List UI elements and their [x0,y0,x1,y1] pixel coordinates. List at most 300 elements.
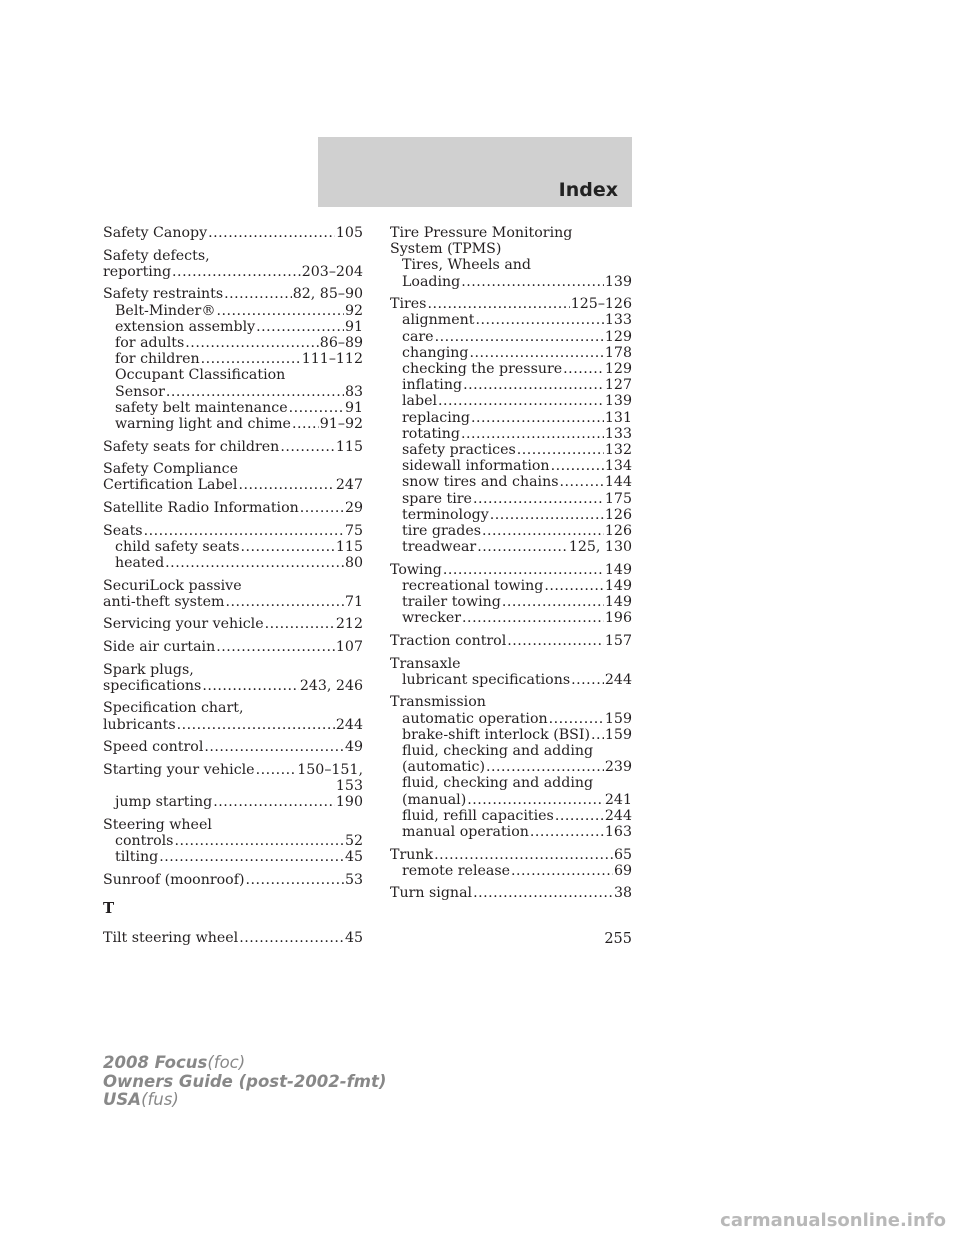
entry-label: Specification chart, [103,700,244,717]
entry-label: Trunk [390,846,434,863]
entry-label: anti-theft system [103,593,225,610]
index-line [103,416,363,432]
leader-dots [165,555,344,571]
entry-label: wrecker [402,610,462,627]
entry-page: 159 [604,710,632,727]
index-line [103,319,363,335]
entry-label: Turn signal [390,885,473,902]
index-entry [103,523,363,572]
index-entry [103,248,363,280]
leader-dots [544,578,604,594]
index-line [390,863,632,879]
entry-label: Safety Compliance [103,461,238,478]
index-line [390,824,632,840]
entry-page: 53 [344,871,363,888]
entry-page: 91 [344,318,363,335]
leader-dots [280,439,335,455]
entry-page: 127 [604,377,632,394]
index-line [103,523,363,539]
entry-label: terminology [402,506,489,523]
index-entry [103,461,363,493]
entry-label: Speed control [103,739,204,756]
entry-page: 144 [604,474,632,491]
entry-page: 115 [335,538,363,555]
entry-page: 203–204 [301,263,363,280]
index-line [390,225,632,241]
index-line [390,523,632,539]
index-line [390,672,632,688]
entry-page: 139 [604,393,632,410]
index-line [390,296,632,312]
entries-group-c [103,930,363,946]
index-entry [390,562,632,627]
entry-page: 91–92 [319,416,363,433]
index-line [390,594,632,610]
entry-page: 133 [604,425,632,442]
index-line [103,739,363,755]
index-line [390,711,632,727]
entry-page: 29 [344,500,363,516]
entry-label: safety practices [402,442,516,459]
entry-label: alignment [402,312,475,329]
entry-label: for adults [115,335,185,351]
index-line [103,400,363,416]
index-entry [390,296,632,555]
entry-page: 163 [604,824,632,841]
entry-page: 45 [344,849,363,866]
leader-dots [551,458,604,474]
index-entry [103,286,363,432]
entry-page: 150–151, [297,761,363,778]
leader-dots [300,500,344,516]
entry-label: Certification Label [103,477,238,494]
entry-label: warning light and chime [115,416,291,433]
leader-dots [470,345,604,361]
index-line [103,384,363,400]
entry-page: 126 [604,523,632,540]
index-entry [103,616,363,632]
entry-label: Belt-Minder® [115,302,216,319]
index-line [103,700,363,716]
index-line [103,351,363,367]
entry-page: 244 [604,807,632,824]
leader-dots [144,523,344,539]
entry-label: child safety seats [115,538,240,555]
leader-dots [477,539,568,555]
index-line [103,639,363,655]
leader-dots [159,849,344,865]
entry-label: spare tire [402,490,472,507]
index-entry-starting [103,762,363,811]
entry-label: Safety restraints [103,286,224,303]
entry-label: label [402,393,438,410]
entry-page: 129 [604,361,632,378]
index-line [390,442,632,458]
entry-label: Safety defects, [103,247,210,264]
entry-label: (automatic) [402,759,486,776]
entry-page: 49 [344,739,363,756]
index-line [390,792,632,808]
footer-market: USA [103,1090,142,1109]
entry-page: 241 [604,791,632,808]
index-line [390,345,632,361]
entry-page: 159 [604,726,632,743]
index-line [103,872,363,888]
leader-dots [238,477,334,493]
index-line [390,377,632,393]
index-entry [103,500,363,516]
index-line [390,329,632,345]
index-line [103,264,363,280]
index-line [103,539,363,555]
entry-page: 105 [335,225,363,241]
index-line [103,477,363,493]
index-entry [103,739,363,755]
leader-dots [482,523,604,539]
leader-dots [166,384,344,400]
index-entry [103,930,363,946]
entry-label: safety belt maintenance [115,399,288,416]
entry-label: System (TPMS) [390,241,502,258]
index-entry [103,439,363,455]
entries-group-right [390,225,632,902]
index-entry [103,578,363,610]
leader-dots [507,633,604,649]
index-line [103,717,363,733]
entry-label: fluid, refill capacities [402,807,554,824]
entry-label: remote release [402,862,511,879]
index-line [390,775,632,791]
index-line [103,762,363,778]
entry-page: 107 [335,638,363,655]
entry-label: treadwear [402,539,477,556]
leader-dots [511,863,613,879]
leader-dots [490,507,604,523]
index-line [390,474,632,490]
entry-label: Sunroof (moonroof) [103,871,245,888]
entry-page: 244 [335,716,363,733]
entry-label: Safety seats for children [103,438,280,455]
section-letter: T [103,898,115,917]
leader-dots [204,739,344,755]
leader-dots [591,727,604,743]
index-line [390,507,632,523]
entry-page: 157 [604,633,632,650]
index-line [390,312,632,328]
index-line [390,610,632,626]
leader-dots [216,639,335,655]
page-title: Index [558,179,618,201]
entry-label: Tires [390,296,427,313]
leader-dots [292,416,319,432]
entry-page: 175 [604,490,632,507]
leader-dots [177,717,335,733]
index-line [103,367,363,383]
entry-page: 149 [604,594,632,611]
index-entry [390,885,632,901]
leader-dots [240,539,334,555]
entry-label: fluid, checking and adding [402,743,594,760]
entry-page: 131 [604,409,632,426]
index-line [390,759,632,775]
index-line [390,656,632,672]
index-entry [103,700,363,732]
entry-page: 190 [335,794,363,811]
leader-dots [239,930,344,946]
index-line [103,849,363,865]
entry-label: Safety Canopy [103,225,208,241]
leader-dots [471,410,604,426]
index-line [390,562,632,578]
index-entry [390,225,632,290]
entry-page: 129 [604,328,632,345]
leader-dots [256,319,344,335]
index-line [390,393,632,409]
index-line [103,461,363,477]
index-line [390,458,632,474]
index-line [390,361,632,377]
entry-page: 126 [604,506,632,523]
leader-dots [473,491,604,507]
leader-dots [571,672,604,688]
index-line [390,847,632,863]
leader-dots [225,594,343,610]
leader-dots [185,335,319,351]
entry-label: Steering wheel [103,816,212,833]
index-entry [103,225,363,241]
entry-label: Tires, Wheels and [402,257,531,274]
entry-page: 69 [613,862,632,879]
leader-dots [174,833,343,849]
index-entry [390,656,632,688]
entry-page: 239 [604,759,632,776]
leader-dots [463,377,604,393]
leader-dots [289,400,344,416]
index-entry [103,639,363,655]
leader-dots [265,616,335,632]
entry-label: lubricants [103,716,176,733]
entry-page: 92 [344,302,363,319]
index-line [390,274,632,290]
index-line [103,225,363,241]
index-line [390,410,632,426]
index-column-right [390,225,632,908]
entry-label: for children [115,351,200,368]
entry-page: 196 [604,610,632,627]
index-line [390,885,632,901]
page-number: 255 [604,931,632,947]
leader-dots [475,312,603,328]
entry-label: SecuriLock passive [103,577,242,594]
entry-page: 115 [335,438,363,455]
entry-label: tilting [115,849,159,866]
leader-dots [172,264,301,280]
leader-dots [201,351,301,367]
index-line [390,578,632,594]
entry-label: replacing [402,409,470,426]
index-line [103,817,363,833]
entry-page: 212 [335,616,363,633]
leader-dots [502,594,604,610]
entry-page: 71 [344,593,363,610]
index-entry [103,872,363,888]
leader-dots [473,885,613,901]
entry-label: brake-shift interlock (BSI) [402,726,591,743]
leader-dots [224,286,292,302]
entry-label: Occupant Classification [115,367,286,384]
footer-model: 2008 Focus [103,1053,208,1072]
leader-dots [517,442,604,458]
entry-label: lubricant specifications [402,671,571,688]
leader-dots [208,225,335,241]
leader-dots [256,762,297,778]
entry-label: Towing [390,561,442,578]
leader-dots [563,361,604,377]
index-line [103,794,363,810]
entry-label: Transmission [390,694,486,711]
index-line [103,594,363,610]
entry-page: 149 [604,561,632,578]
leader-dots [438,393,604,409]
entry-label: inflating [402,377,463,394]
footer-imprint [103,1054,386,1110]
index-entry [103,662,363,694]
leader-dots [245,872,343,888]
entry-label: changing [402,344,469,361]
index-line [390,633,632,649]
index-line [390,743,632,759]
index-line [103,248,363,264]
index-line [390,539,632,555]
entry-label: controls [115,832,174,849]
leader-dots [443,562,604,578]
entry-page: 247 [335,477,363,494]
footer-model-code: (foc) [207,1053,246,1072]
index-entry [390,633,632,649]
index-line [103,303,363,319]
entry-page: 82, 85–90 [292,286,363,303]
entry-page: 125–126 [570,296,632,313]
entry-page: 244 [604,671,632,688]
entry-label: fluid, checking and adding [402,775,594,792]
entry-label: (manual) [402,791,467,808]
entry-page: 133 [604,312,632,329]
index-line [103,439,363,455]
entries-group-a [103,225,363,755]
entry-label: Servicing your vehicle [103,616,264,633]
entry-label: reporting [103,263,172,280]
index-line [103,833,363,849]
leader-dots [435,329,604,345]
index-line [103,930,363,946]
index-line [390,491,632,507]
leader-dots [486,759,604,775]
entry-label: sidewall information [402,458,550,475]
entry-label: manual operation [402,824,529,841]
entries-group-b [103,817,363,888]
entry-label: trailer towing [402,594,501,611]
leader-dots [427,296,569,312]
entry-page: 125, 130 [568,539,632,556]
index-line [103,286,363,302]
entry-page: 178 [604,344,632,361]
index-line [103,616,363,632]
entry-page: 65 [613,846,632,863]
entry-label: Sensor [115,383,165,400]
entry-label: jump starting [115,794,213,811]
entry-page: 111–112 [301,351,363,368]
index-line [103,578,363,594]
index-line [390,727,632,743]
index-line [103,500,363,516]
entry-label: heated [115,555,165,571]
entry-page: 132 [604,442,632,459]
entry-label: Tire Pressure Monitoring [390,225,573,241]
leader-dots [462,610,604,626]
index-line [103,335,363,351]
leader-dots [217,303,344,319]
entry-label: Loading [402,273,461,290]
entry-page: 75 [344,522,363,539]
entry-page: 86–89 [319,335,363,351]
leader-dots [467,792,604,808]
entry-page: 149 [604,578,632,595]
leader-dots [461,426,604,442]
footer-guide: Owners Guide (post-2002-fmt) [103,1071,387,1091]
entry-label: Spark plugs, [103,661,194,678]
entry-label: care [402,328,434,345]
entry-label: Satellite Radio Information [103,500,299,516]
index-entry [390,694,632,840]
entry-page: 38 [613,885,632,902]
entry-page: 139 [604,273,632,290]
index-line [390,241,632,257]
leader-dots [213,794,335,810]
index-entry [390,847,632,879]
entry-label: snow tires and chains [402,474,559,491]
entry-page: 83 [344,383,363,400]
leader-dots [461,274,604,290]
index-line [103,555,363,571]
footer-market-code: (fus) [141,1090,179,1109]
index-line [390,808,632,824]
entry-label: Side air curtain [103,638,216,655]
leader-dots [202,678,299,694]
entry-label: Tilt steering wheel [103,930,239,947]
entry-label: automatic operation [402,710,548,727]
index-line [390,426,632,442]
leader-dots [560,474,604,490]
entry-page-continued: 153 [335,777,363,794]
entry-label: Transaxle [390,655,461,672]
entry-label: Seats [103,522,143,539]
entry-label: recreational towing [402,578,544,595]
entry-label: checking the pressure [402,361,563,378]
entry-page: 45 [344,930,363,947]
entry-label: extension assembly [115,318,256,335]
watermark: carmanualsonline.info [720,1210,946,1231]
index-column-left [103,225,363,953]
entry-label: Traction control [390,633,507,650]
entry-label: Starting your vehicle [103,761,255,778]
entry-page: 134 [604,458,632,475]
index-entry [103,817,363,866]
entry-page: 80 [344,555,363,571]
index-line [390,694,632,710]
entry-label: specifications [103,677,202,694]
leader-dots [434,847,613,863]
entry-page: 243, 246 [299,677,363,694]
